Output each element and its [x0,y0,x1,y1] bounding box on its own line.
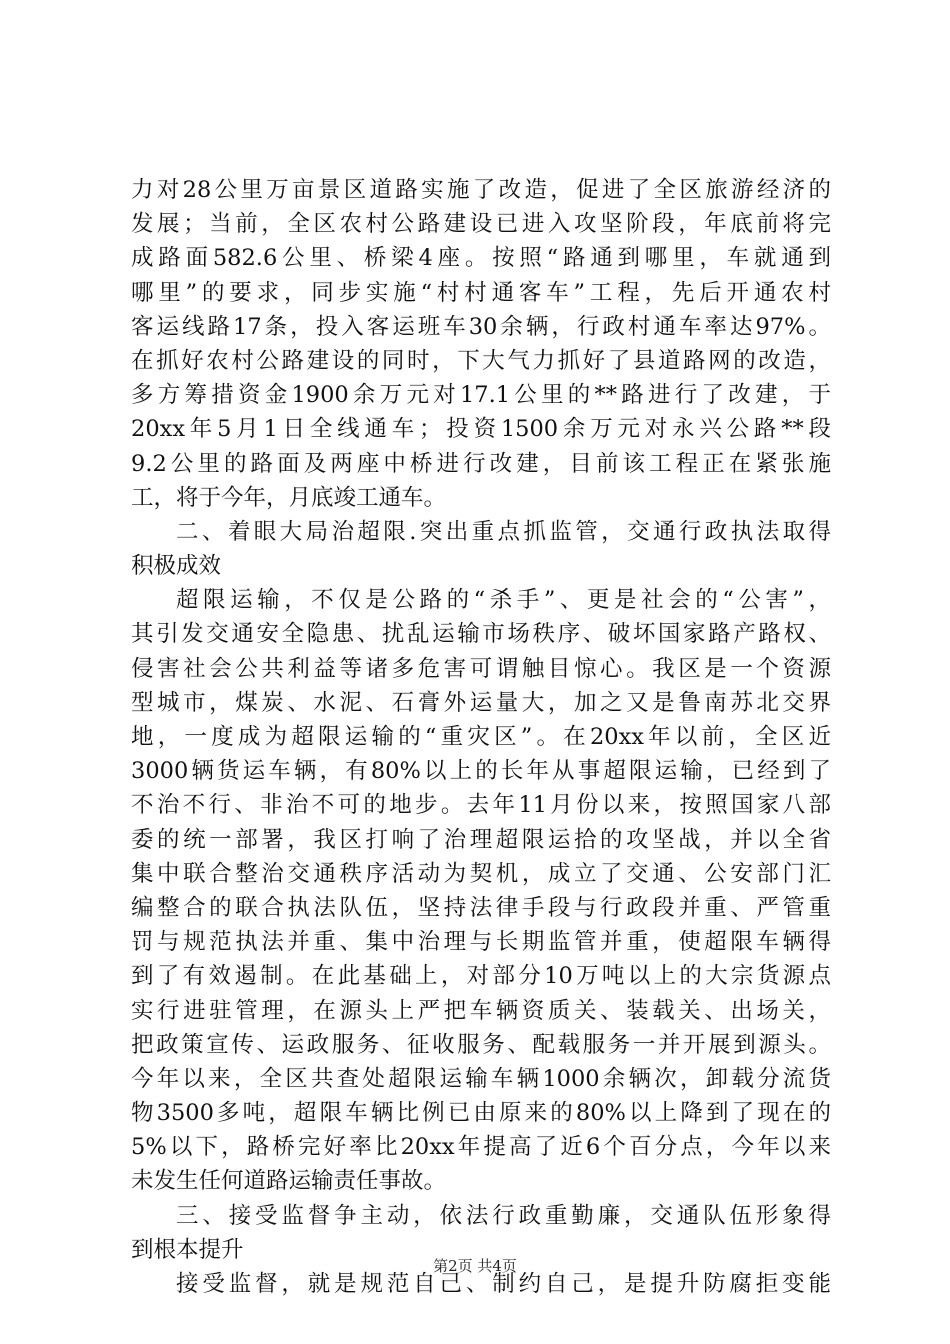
text-line: 集中联合整治交通秩序活动为契机，成立了交通、公安部门汇 [131,860,831,887]
text-line: 超限运输，不仅是公路的“杀手”、更是社会的“公害”， [176,587,831,614]
text-line: 把政策宣传、运政服务、征收服务、配载服务一并开展到源头。 [131,1031,831,1058]
text-line: 其引发交通安全隐患、扰乱运输市场秩序、破坏国家路产路权、 [131,621,831,648]
text-line: 二、着眼大局治超限.突出重点抓监管，交通行政执法取得 [176,518,831,545]
text-line: 接受监督，就是规范自己、制约自己，是提升防腐拒变能 [176,1271,831,1297]
text-line: 9.2公里的路面及两座中桥进行改建，目前该工程正在紧张施 [131,450,831,477]
text-line: 3000辆货运车辆，有80%以上的长年从事超限运输，已经到了 [131,758,831,785]
text-line: 到根本提升 [131,1236,244,1263]
text-line: 罚与规范执法并重、集中治理与长期监管并重，使超限车辆得 [131,929,831,956]
text-line: 多方筹措资金1900余万元对17.1公里的**路进行了改建，于 [131,382,831,409]
text-line: 工，将于今年，月底竣工通车。 [131,484,447,511]
document-body [131,173,831,1301]
text-line: 发展；当前，全区农村公路建设已进入攻坚阶段，年底前将完 [131,211,831,238]
text-line: 侵害社会公共利益等诸多危害可谓触目惊心。我区是一个资源 [131,655,831,682]
text-line: 在抓好农村公路建设的同时，下大气力抓好了县道路网的改造， [131,347,831,374]
text-line: 不治不行、非治不可的地步。去年11月份以来，按照国家八部 [131,792,831,819]
text-line: 力对28公里万亩景区道路实施了改造，促进了全区旅游经济的 [131,177,831,203]
text-line: 积极成效 [131,553,222,580]
text-line: 物3500多吨，超限车辆比例已由原来的80%以上降到了现在的 [131,1100,831,1127]
text-line: 三、接受监督争主动，依法行政重勤廉，交通队伍形象得 [176,1202,831,1229]
text-line: 地，一度成为超限运输的“重灾区”。在20xx年以前，全区近 [131,724,831,750]
text-line: 未发生任何道路运输责任事故。 [131,1168,447,1195]
text-line: 型城市，煤炭、水泥、石膏外运量大，加之又是鲁南苏北交界 [131,689,831,716]
text-line: 哪里”的要求，同步实施“村村通客车”工程，先后开通农村 [131,279,831,306]
text-line: 客运线路17条，投入客运班车30余辆，行政村通车率达97%。 [131,313,831,340]
text-line: 今年以来，全区共查处超限运输车辆1000余辆次，卸载分流货 [131,1065,831,1092]
text-line: 到了有效遏制。在此基础上，对部分10万吨以上的大宗货源点 [131,963,831,990]
page-footer: 第2页 共4页 [433,1257,517,1275]
text-line: 委的统一部署，我区打响了治理超限运拾的攻坚战，并以全省 [131,826,831,853]
text-line: 5%以下，路桥完好率比20xx年提高了近6个百分点，今年以来 [131,1134,831,1161]
text-line: 20xx年5月1日全线通车；投资1500余万元对永兴公路**段 [131,416,831,443]
text-line: 编整合的联合执法队伍，坚持法律手段与行政段并重、严管重 [131,894,831,921]
text-line: 成路面582.6公里、桥梁4座。按照“路通到哪里，车就通到 [131,245,831,272]
text-line: 实行进驻管理，在源头上严把车辆资质关、装载关、出场关， [131,997,831,1024]
